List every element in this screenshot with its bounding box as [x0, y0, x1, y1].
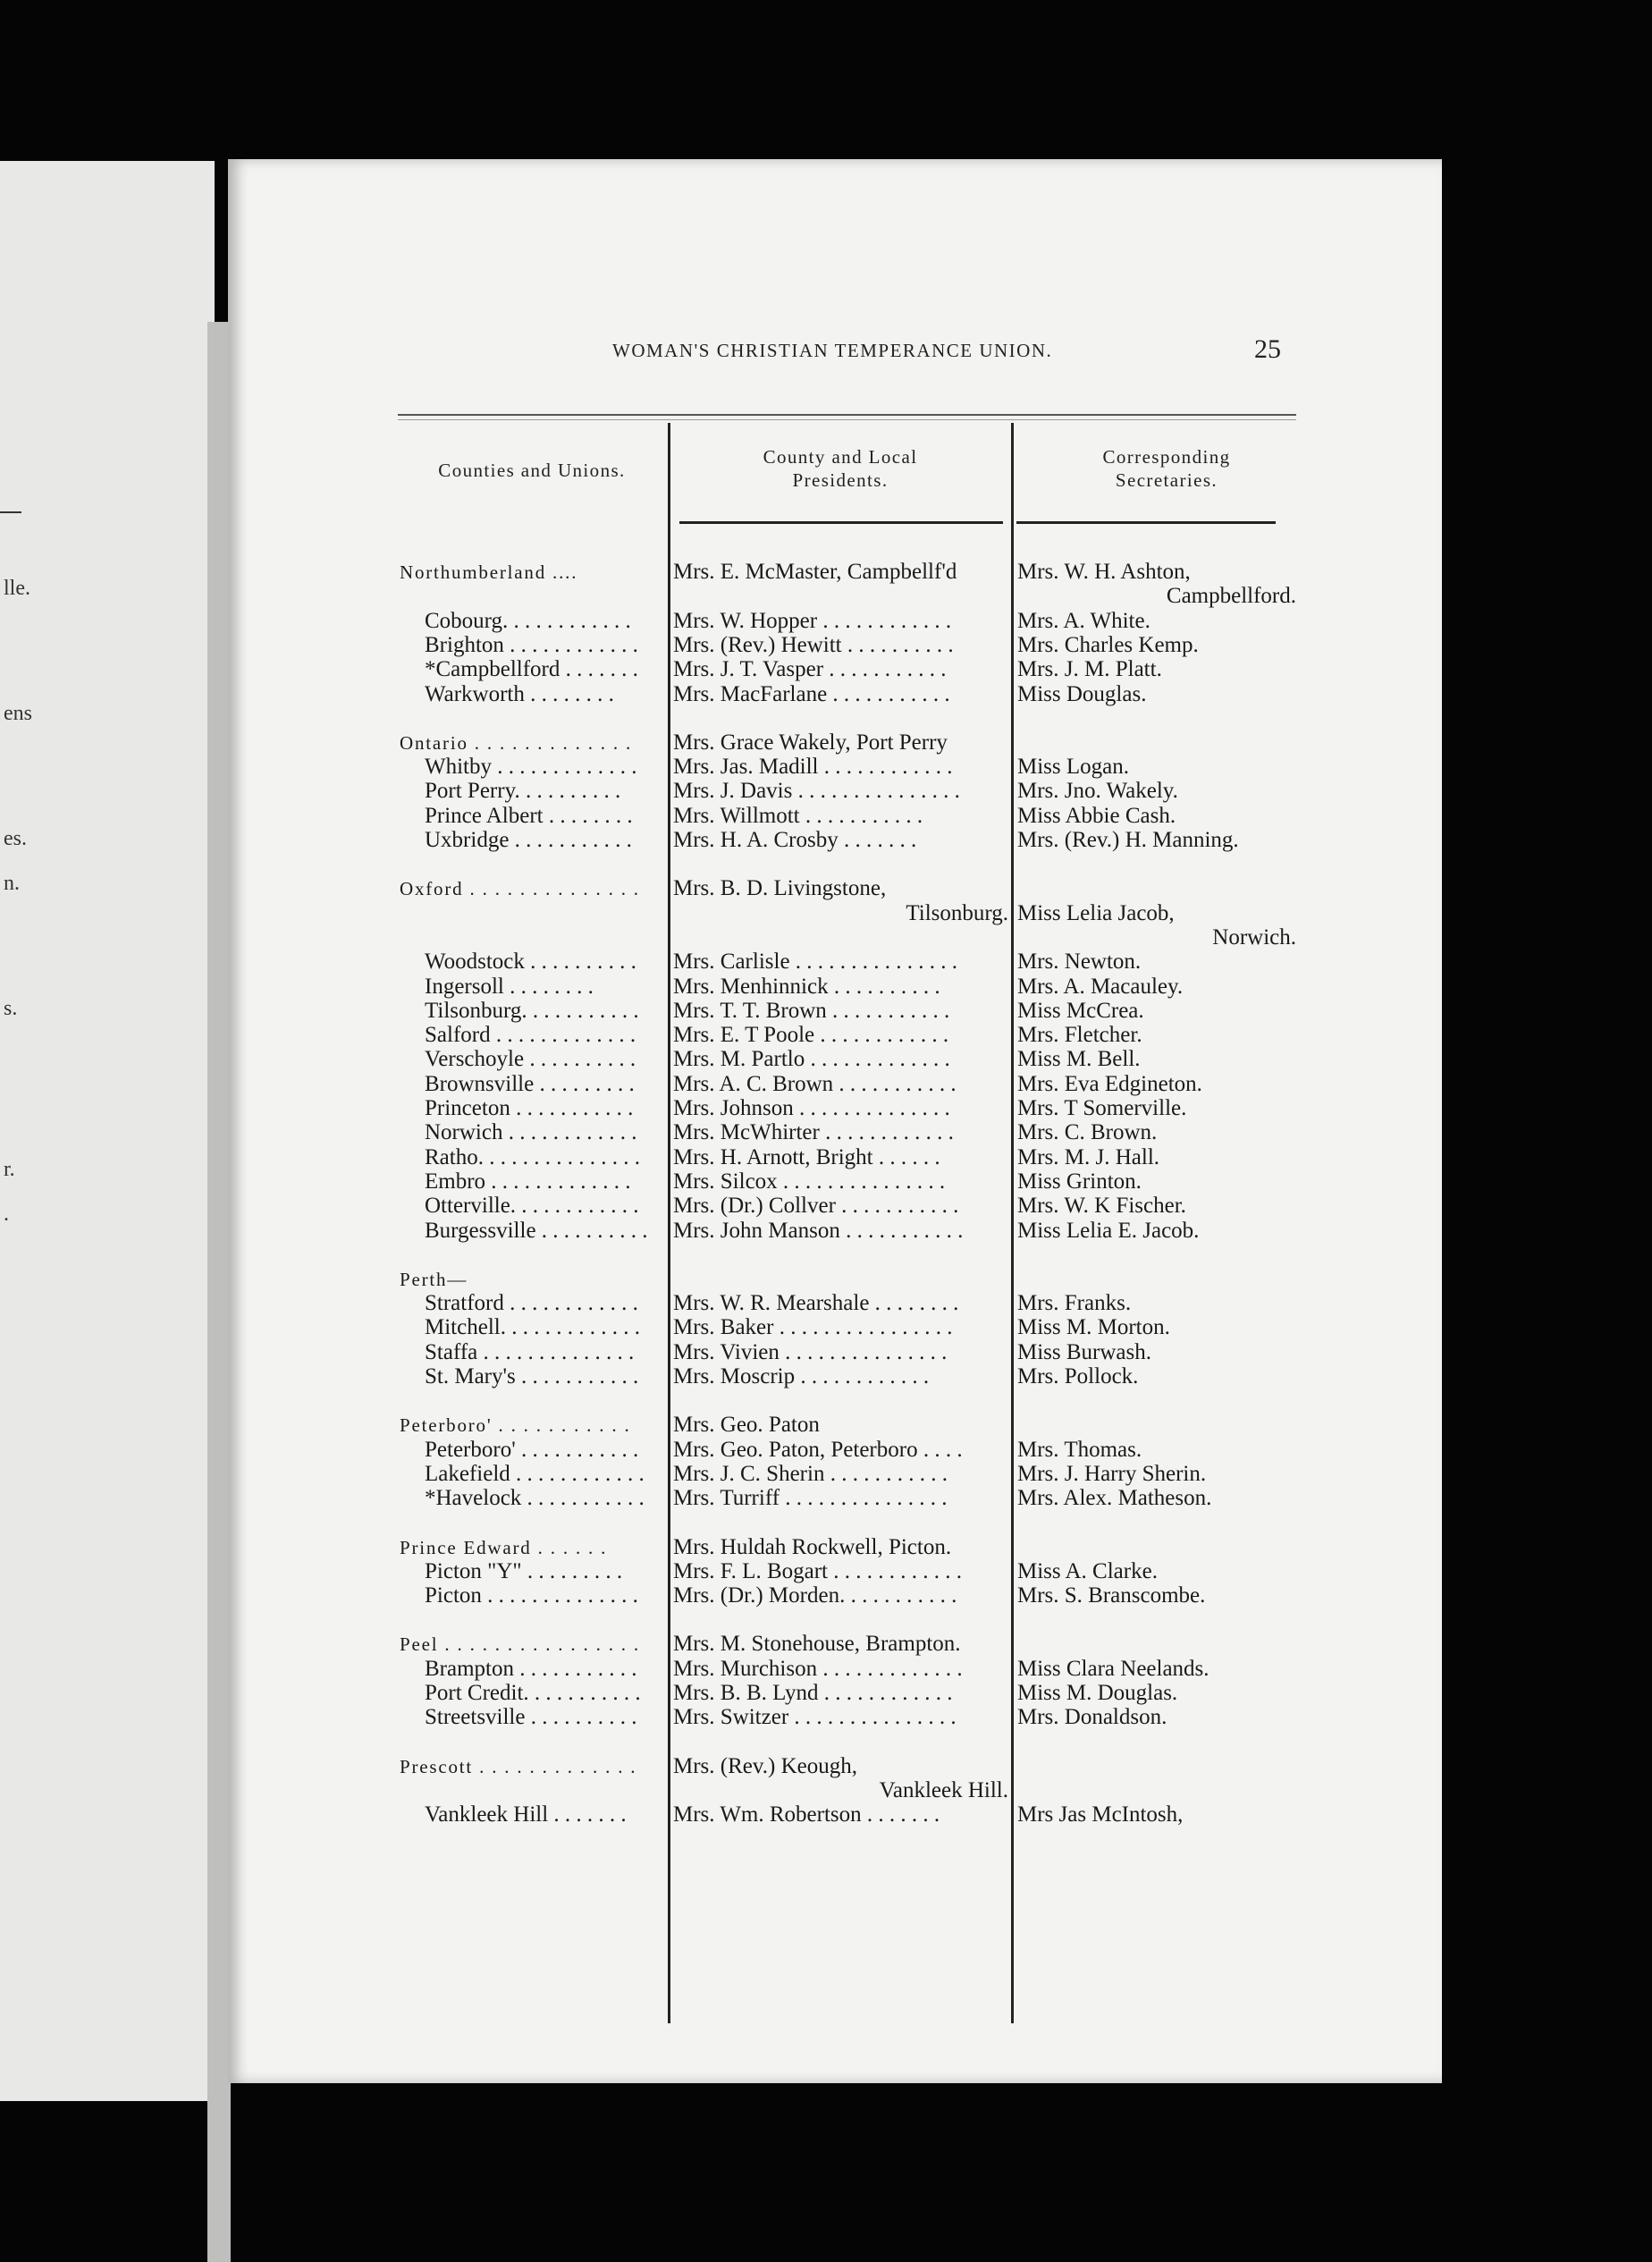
secretary-name: Mrs. Charles Kemp. — [1017, 632, 1199, 657]
county-name: Prescott . . . . . . . . . . . . . — [400, 1755, 637, 1777]
union-name: Princeton . . . . . . . . . . . — [425, 1096, 634, 1120]
president-name: Mrs. (Rev.) Keough, — [673, 1753, 857, 1778]
top-rule — [398, 414, 1296, 416]
county-row — [228, 1754, 1442, 1779]
president-name: Mrs. MacFarlane . . . . . . . . . . . — [673, 681, 950, 706]
county-name: Northumberland .... — [400, 561, 578, 583]
page-number: 25 — [1254, 334, 1281, 364]
secretary-name: Mrs. Pollock. — [1017, 1364, 1139, 1388]
union-name: Stratford . . . . . . . . . . . . — [425, 1291, 638, 1316]
union-row — [228, 1705, 1442, 1730]
president-name: Tilsonburg. — [906, 900, 1008, 925]
secretary-name: Mrs. Franks. — [1017, 1291, 1132, 1316]
secretary-name: Mrs. Jno. Wakely. — [1017, 779, 1178, 804]
top-rule-thin — [398, 419, 1296, 420]
secretary-name: Mrs. Newton. — [1017, 950, 1142, 975]
union-row — [228, 1194, 1442, 1219]
union-row — [228, 755, 1442, 780]
secretary-name: Mrs. A. White. — [1017, 608, 1150, 633]
union-row — [228, 1047, 1442, 1072]
secretary-name: Mrs. C. Brown. — [1017, 1120, 1158, 1145]
union-row — [228, 1364, 1442, 1389]
union-row — [228, 901, 1442, 926]
secretary-name: Mrs. M. J. Hall. — [1017, 1144, 1160, 1169]
president-name: Mrs. Silcox . . . . . . . . . . . . . . . — [673, 1169, 946, 1194]
union-row — [228, 1462, 1442, 1487]
president-name: Mrs. McWhirter . . . . . . . . . . . . — [673, 1120, 954, 1145]
secretary-name: Mrs. Thomas. — [1017, 1437, 1142, 1462]
running-head: WOMAN'S CHRISTIAN TEMPERANCE UNION. — [612, 340, 1053, 361]
secretary-name: Mrs. J. M. Platt. — [1017, 657, 1162, 682]
union-name: Lakefield . . . . . . . . . . . . — [425, 1461, 645, 1486]
union-row — [228, 1340, 1442, 1365]
president-name: Mrs. Grace Wakely, Port Perry — [673, 730, 948, 755]
union-row — [228, 682, 1442, 707]
president-name: Mrs. B. D. Livingstone, — [673, 876, 887, 901]
header-counties: Counties and Unions. — [438, 460, 626, 481]
union-row — [228, 1291, 1442, 1316]
secretary-name: Mrs. W. H. Ashton, — [1017, 560, 1191, 584]
union-row — [228, 999, 1442, 1024]
president-name: Mrs. Geo. Paton — [673, 1413, 820, 1438]
union-name: Brownsville . . . . . . . . . — [425, 1071, 635, 1096]
header-underline — [1016, 521, 1276, 524]
president-name: Mrs. Willmott . . . . . . . . . . . — [673, 803, 923, 828]
county-row — [228, 730, 1442, 755]
president-name: Mrs. E. T Poole . . . . . . . . . . . . — [673, 1023, 949, 1048]
margin-fragment: lle. — [4, 577, 30, 600]
secretary-name: Campbellford. — [1166, 584, 1296, 609]
union-name: Brampton . . . . . . . . . . . — [425, 1656, 637, 1681]
union-name: Uxbridge . . . . . . . . . . . — [425, 828, 632, 852]
secretary-name: Miss Burwash. — [1017, 1339, 1152, 1364]
secretary-name: Mrs. A. Macauley. — [1017, 974, 1184, 999]
secretary-name: Miss M. Morton. — [1017, 1315, 1170, 1340]
header-presidents-line2: Presidents. — [792, 469, 889, 491]
secretary-name: Mrs. Alex. Matheson. — [1017, 1486, 1212, 1511]
union-name: Prince Albert . . . . . . . . — [425, 803, 633, 828]
secretary-name: Mrs. T Somerville. — [1017, 1096, 1187, 1120]
union-row — [228, 633, 1442, 658]
union-row — [228, 1023, 1442, 1048]
president-name: Mrs. Menhinnick . . . . . . . . . . — [673, 974, 940, 999]
union-name: Mitchell. . . . . . . . . . . . . — [425, 1315, 640, 1340]
secretary-name: Miss M. Douglas. — [1017, 1681, 1178, 1705]
county-row — [228, 1632, 1442, 1657]
president-name: Mrs. Baker . . . . . . . . . . . . . . . . — [673, 1315, 953, 1340]
president-name: Mrs. B. B. Lynd . . . . . . . . . . . . — [673, 1681, 953, 1705]
president-name: Mrs. (Dr.) Collver . . . . . . . . . . . — [673, 1194, 959, 1219]
president-name: Mrs. Turriff . . . . . . . . . . . . . . . — [673, 1486, 948, 1511]
facing-page — [0, 161, 215, 2101]
county-name: Ontario . . . . . . . . . . . . . — [400, 731, 633, 754]
president-name: Mrs. H. A. Crosby . . . . . . . — [673, 828, 917, 852]
president-name: Mrs. T. T. Brown . . . . . . . . . . . — [673, 998, 950, 1023]
county-name: Oxford . . . . . . . . . . . . . . — [400, 878, 640, 900]
president-name: Mrs. Wm. Robertson . . . . . . . — [673, 1802, 940, 1827]
union-name: Port Perry. . . . . . . . . . — [425, 779, 621, 804]
union-row — [228, 1657, 1442, 1682]
union-name: Cobourg. . . . . . . . . . . . — [425, 608, 631, 633]
union-row — [228, 950, 1442, 975]
president-name: Mrs. A. C. Brown . . . . . . . . . . . — [673, 1071, 957, 1096]
union-row — [228, 584, 1442, 609]
union-row — [228, 1438, 1442, 1463]
union-name: Woodstock . . . . . . . . . . — [425, 950, 636, 975]
union-row — [228, 1583, 1442, 1608]
secretary-name: Mrs Jas McIntosh, — [1017, 1802, 1184, 1827]
union-name: Vankleek Hill . . . . . . . — [425, 1802, 627, 1827]
union-name: Norwich . . . . . . . . . . . . — [425, 1120, 637, 1145]
county-name: Prince Edward . . . . . . — [400, 1536, 608, 1558]
secretary-name: Mrs. S. Branscombe. — [1017, 1583, 1206, 1608]
president-name: Mrs. J. Davis . . . . . . . . . . . . . . . — [673, 779, 960, 804]
union-row — [228, 1559, 1442, 1584]
union-name: Warkworth . . . . . . . . — [425, 681, 614, 706]
header-underline — [679, 521, 1003, 524]
union-row — [228, 1096, 1442, 1121]
president-name: Mrs. J. C. Sherin . . . . . . . . . . . — [673, 1461, 948, 1486]
union-name: Ratho. . . . . . . . . . . . . . . — [425, 1144, 640, 1169]
document-page — [228, 159, 1442, 2083]
president-name: Mrs. H. Arnott, Bright . . . . . . — [673, 1144, 940, 1169]
president-name: Mrs. W. R. Mearshale . . . . . . . . — [673, 1291, 959, 1316]
union-row — [228, 1120, 1442, 1145]
secretary-name: Mrs. Eva Edgineton. — [1017, 1071, 1202, 1096]
union-row — [228, 779, 1442, 804]
union-row — [228, 609, 1442, 634]
union-row — [228, 1219, 1442, 1244]
secretary-name: Miss Douglas. — [1017, 681, 1147, 706]
secretary-name: Mrs. Donaldson. — [1017, 1705, 1167, 1730]
union-row — [228, 804, 1442, 829]
secretary-name: Miss McCrea. — [1017, 998, 1144, 1023]
union-name: Streetsville . . . . . . . . . . — [425, 1705, 637, 1730]
president-name: Mrs. F. L. Bogart . . . . . . . . . . . . — [673, 1558, 962, 1583]
union-row — [228, 975, 1442, 1000]
union-name: Otterville. . . . . . . . . . . . — [425, 1194, 639, 1219]
union-row — [228, 1802, 1442, 1827]
president-name: Mrs. Carlisle . . . . . . . . . . . . . . . — [673, 950, 958, 975]
union-row — [228, 1315, 1442, 1340]
union-name: Verschoyle . . . . . . . . . . — [425, 1047, 636, 1072]
secretary-name: Mrs. (Rev.) H. Manning. — [1017, 828, 1239, 852]
margin-fragment: . — [4, 1203, 9, 1226]
county-row — [228, 1535, 1442, 1560]
union-row — [228, 1145, 1442, 1170]
county-name: Perth— — [400, 1268, 468, 1290]
header-presidents-line1: County and Local — [763, 446, 918, 468]
union-row — [228, 1169, 1442, 1194]
secretary-name: Miss Logan. — [1017, 755, 1129, 780]
union-name: St. Mary's . . . . . . . . . . . — [425, 1364, 639, 1388]
union-name: Brighton . . . . . . . . . . . . — [425, 632, 638, 657]
secretary-name: Norwich. — [1212, 924, 1296, 950]
union-name: Staffa . . . . . . . . . . . . . . — [425, 1339, 635, 1364]
secretary-name: Mrs. J. Harry Sherin. — [1017, 1461, 1207, 1486]
president-name: Mrs. M. Partlo . . . . . . . . . . . . . — [673, 1047, 950, 1072]
county-row — [228, 1413, 1442, 1438]
secretary-name: Miss Clara Neelands. — [1017, 1656, 1210, 1681]
union-name: Whitby . . . . . . . . . . . . . — [425, 755, 637, 780]
union-name: Embro . . . . . . . . . . . . . — [425, 1169, 631, 1194]
union-row — [228, 657, 1442, 682]
president-name: Mrs. M. Stonehouse, Brampton. — [673, 1632, 961, 1657]
union-row — [228, 925, 1442, 950]
secretary-name: Miss Grinton. — [1017, 1169, 1142, 1194]
secretary-name: Miss Lelia E. Jacob. — [1017, 1218, 1200, 1243]
union-row — [228, 1778, 1442, 1803]
union-name: Ingersoll . . . . . . . . — [425, 974, 594, 999]
county-row — [228, 560, 1442, 585]
header-secretaries-line1: Corresponding — [1102, 446, 1231, 468]
president-name: Mrs. (Rev.) Hewitt . . . . . . . . . . — [673, 632, 954, 657]
union-name: *Havelock . . . . . . . . . . . — [425, 1486, 645, 1511]
union-row — [228, 1072, 1442, 1097]
union-name: Peterboro' . . . . . . . . . . . — [425, 1437, 639, 1462]
union-name: Picton . . . . . . . . . . . . . . — [425, 1583, 638, 1608]
union-row — [228, 1681, 1442, 1706]
union-name: Salford . . . . . . . . . . . . . — [425, 1023, 636, 1048]
president-name: Mrs. Jas. Madill . . . . . . . . . . . . — [673, 755, 953, 780]
president-name: Mrs. Johnson . . . . . . . . . . . . . . — [673, 1096, 950, 1120]
margin-fragment: ens — [4, 702, 32, 725]
margin-fragment: s. — [4, 997, 18, 1020]
union-row — [228, 828, 1442, 853]
county-name: Peterboro' . . . . . . . . . . . — [400, 1414, 631, 1437]
header-secretaries-line2: Secretaries. — [1115, 469, 1218, 491]
margin-fragment: r. — [4, 1158, 15, 1181]
president-name: Mrs. (Dr.) Morden. . . . . . . . . . . — [673, 1583, 957, 1608]
union-name: *Campbellford . . . . . . . — [425, 657, 638, 682]
president-name: Mrs. John Manson . . . . . . . . . . . — [673, 1218, 964, 1243]
secretary-name: Mrs. Fletcher. — [1017, 1023, 1142, 1048]
union-name: Tilsonburg. . . . . . . . . . . — [425, 998, 639, 1023]
president-name: Mrs. Moscrip . . . . . . . . . . . . — [673, 1364, 930, 1388]
secretary-name: Mrs. W. K Fischer. — [1017, 1194, 1186, 1219]
union-row — [228, 1486, 1442, 1511]
margin-fragment: n. — [4, 872, 20, 895]
county-row — [228, 876, 1442, 901]
union-name: Picton "Y" . . . . . . . . . — [425, 1558, 623, 1583]
president-name: Mrs. Geo. Paton, Peterboro . . . . — [673, 1437, 963, 1462]
secretary-name: Miss A. Clarke. — [1017, 1558, 1158, 1583]
union-name: Burgessville . . . . . . . . . . — [425, 1218, 648, 1243]
county-name: Peel . . . . . . . . . . . . . . . . — [400, 1633, 640, 1656]
president-name: Mrs. Huldah Rockwell, Picton. — [673, 1534, 952, 1559]
secretary-name: Miss Abbie Cash. — [1017, 803, 1176, 828]
secretary-name: Miss Lelia Jacob, — [1017, 900, 1175, 925]
president-name: Mrs. J. T. Vasper . . . . . . . . . . . — [673, 657, 947, 682]
president-name: Mrs. Murchison . . . . . . . . . . . . . — [673, 1656, 963, 1681]
union-name: Port Credit. . . . . . . . . . . — [425, 1681, 641, 1705]
president-name: Vankleek Hill. — [879, 1777, 1008, 1802]
county-row — [228, 1267, 1442, 1292]
margin-fragment: es. — [4, 827, 27, 850]
president-name: Mrs. E. McMaster, Campbellf'd — [673, 560, 957, 584]
president-name: Mrs. Switzer . . . . . . . . . . . . . . . — [673, 1705, 957, 1730]
president-name: Mrs. Vivien . . . . . . . . . . . . . . . — [673, 1339, 948, 1364]
president-name: Mrs. W. Hopper . . . . . . . . . . . . — [673, 608, 952, 633]
secretary-name: Miss M. Bell. — [1017, 1047, 1141, 1072]
